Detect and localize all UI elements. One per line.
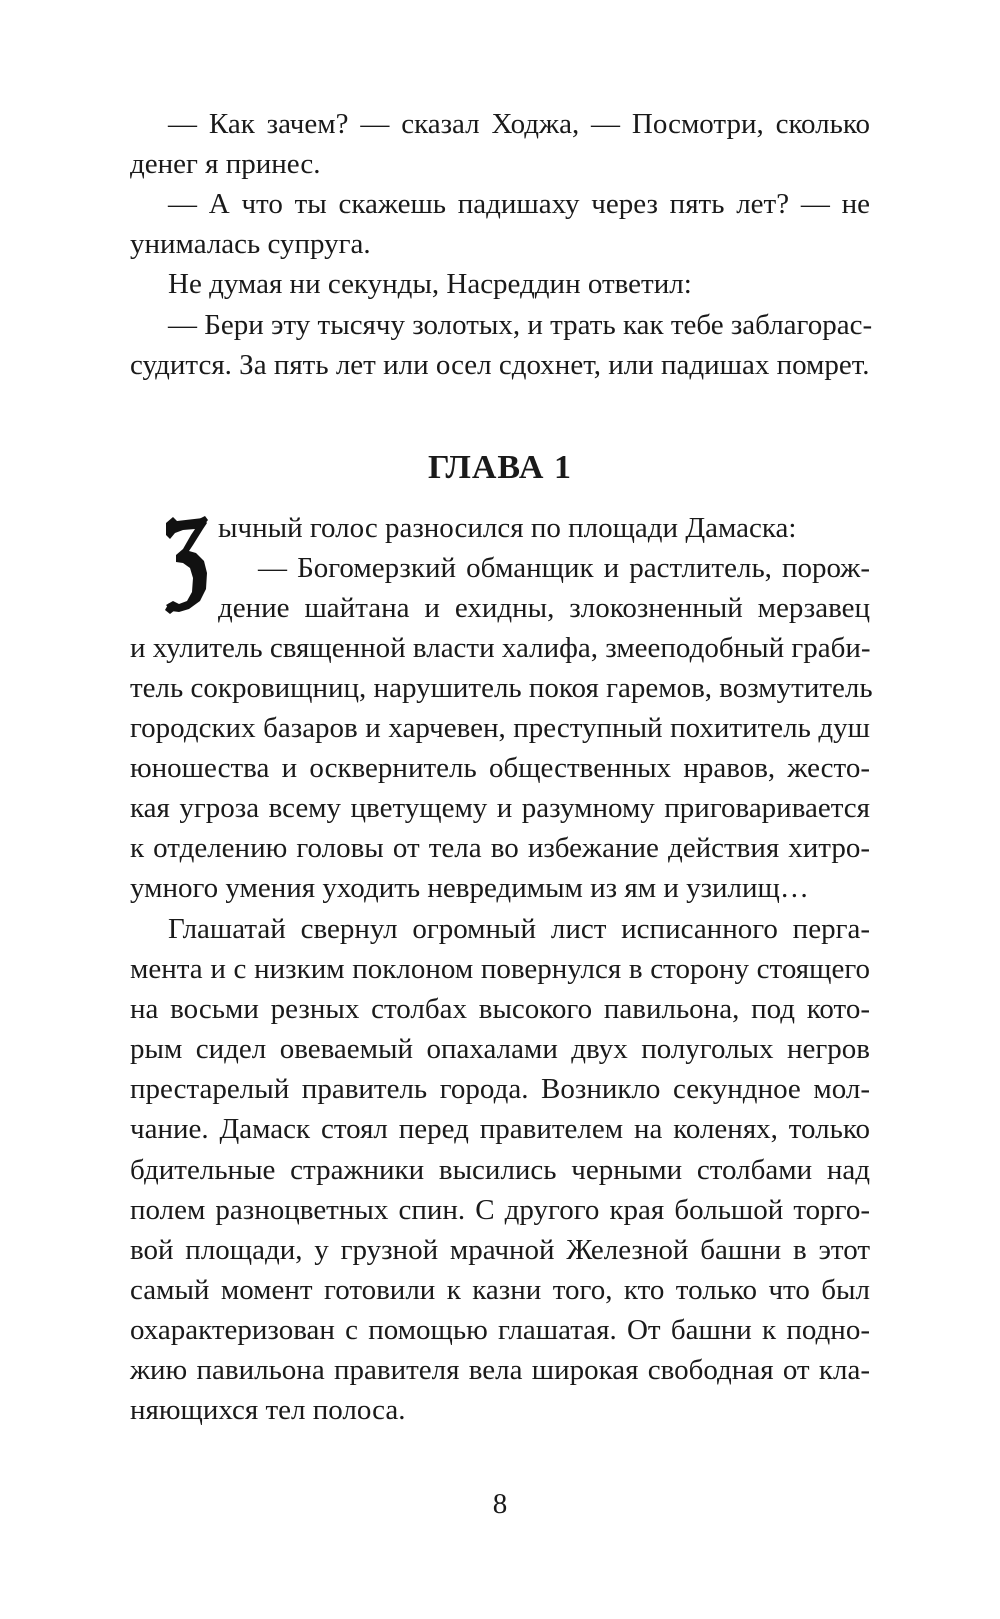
paragraph-line: полем разноцветных спин. С другого края большой торго- bbox=[130, 1194, 870, 1226]
paragraph-line: рым сидел овеваемый опахалами двух полуголых негров bbox=[130, 1033, 870, 1065]
paragraph-line: дение шайтана и ехидны, злокозненный мерзавец bbox=[218, 592, 870, 624]
paragraph-line: ычный голос разносился по площади Дамаска: bbox=[218, 512, 797, 544]
paragraph-line: няющихся тел полоса. bbox=[130, 1394, 406, 1426]
paragraph-line: самый момент готовили к казни того, кто только что был bbox=[130, 1274, 870, 1306]
paragraph-line: и хулитель священной власти халифа, змееподобный граби- bbox=[130, 632, 871, 664]
paragraph-line: чание. Дамаск стоял перед правителем на коленях, только bbox=[130, 1113, 870, 1145]
paragraph-line: на восьми резных столбах высокого павильона, под кото- bbox=[130, 993, 870, 1025]
paragraph-line: престарелый правитель города. Возникло секундное мол- bbox=[130, 1073, 870, 1105]
intro-line: — Бери эту тысячу золотых, и трать как тебе заблагорас- bbox=[168, 309, 873, 341]
page-number: 8 bbox=[492, 1488, 508, 1520]
paragraph-line: Глашатай свернул огромный лист исписанного перга- bbox=[168, 913, 870, 945]
paragraph-line: юношества и осквернитель общественных нравов, жесто- bbox=[130, 752, 870, 784]
intro-line: судится. За пять лет или осел сдохнет, или падишах помрет. bbox=[130, 349, 870, 381]
paragraph-line: тель сокровищниц, нарушитель покоя гаремов, возмутитель bbox=[130, 672, 873, 704]
paragraph-line: умного умения уходить невредимым из ям и узилищ… bbox=[130, 872, 809, 904]
drop-cap-letter bbox=[163, 515, 209, 615]
paragraph-line: кая угроза всему цветущему и разумному приговаривается bbox=[130, 792, 870, 824]
paragraph-line: городских базаров и харчевен, преступный похититель душ bbox=[130, 712, 870, 744]
paragraph-line: вой площади, у грузной мрачной Железной башни в этот bbox=[130, 1234, 870, 1266]
intro-line: Не думая ни секунды, Насреддин ответил: bbox=[168, 268, 692, 300]
intro-line: унималась супруга. bbox=[130, 228, 371, 260]
paragraph-line: бдительные стражники высились черными столбами над bbox=[130, 1154, 870, 1186]
paragraph-line: охарактеризован с помощью глашатая. От башни к подно- bbox=[130, 1314, 870, 1346]
paragraph-line: жию павильона правителя вела широкая свободная от кла- bbox=[130, 1354, 870, 1386]
paragraph-line: мента и с низким поклоном повернулся в сторону стоящего bbox=[130, 953, 870, 985]
intro-line: — А что ты скажешь падишаху через пять лет? — не bbox=[168, 188, 870, 220]
intro-line: — Как зачем? — сказал Ходжа, — Посмотри, сколько bbox=[168, 108, 870, 140]
intro-line: денег я принес. bbox=[130, 148, 321, 180]
paragraph-line: к отделению головы от тела во избежание действия хитро- bbox=[130, 832, 870, 864]
chapter-heading: ГЛАВА 1 bbox=[428, 449, 572, 486]
paragraph-line: — Богомерзкий обманщик и растлитель, порож- bbox=[258, 552, 870, 584]
